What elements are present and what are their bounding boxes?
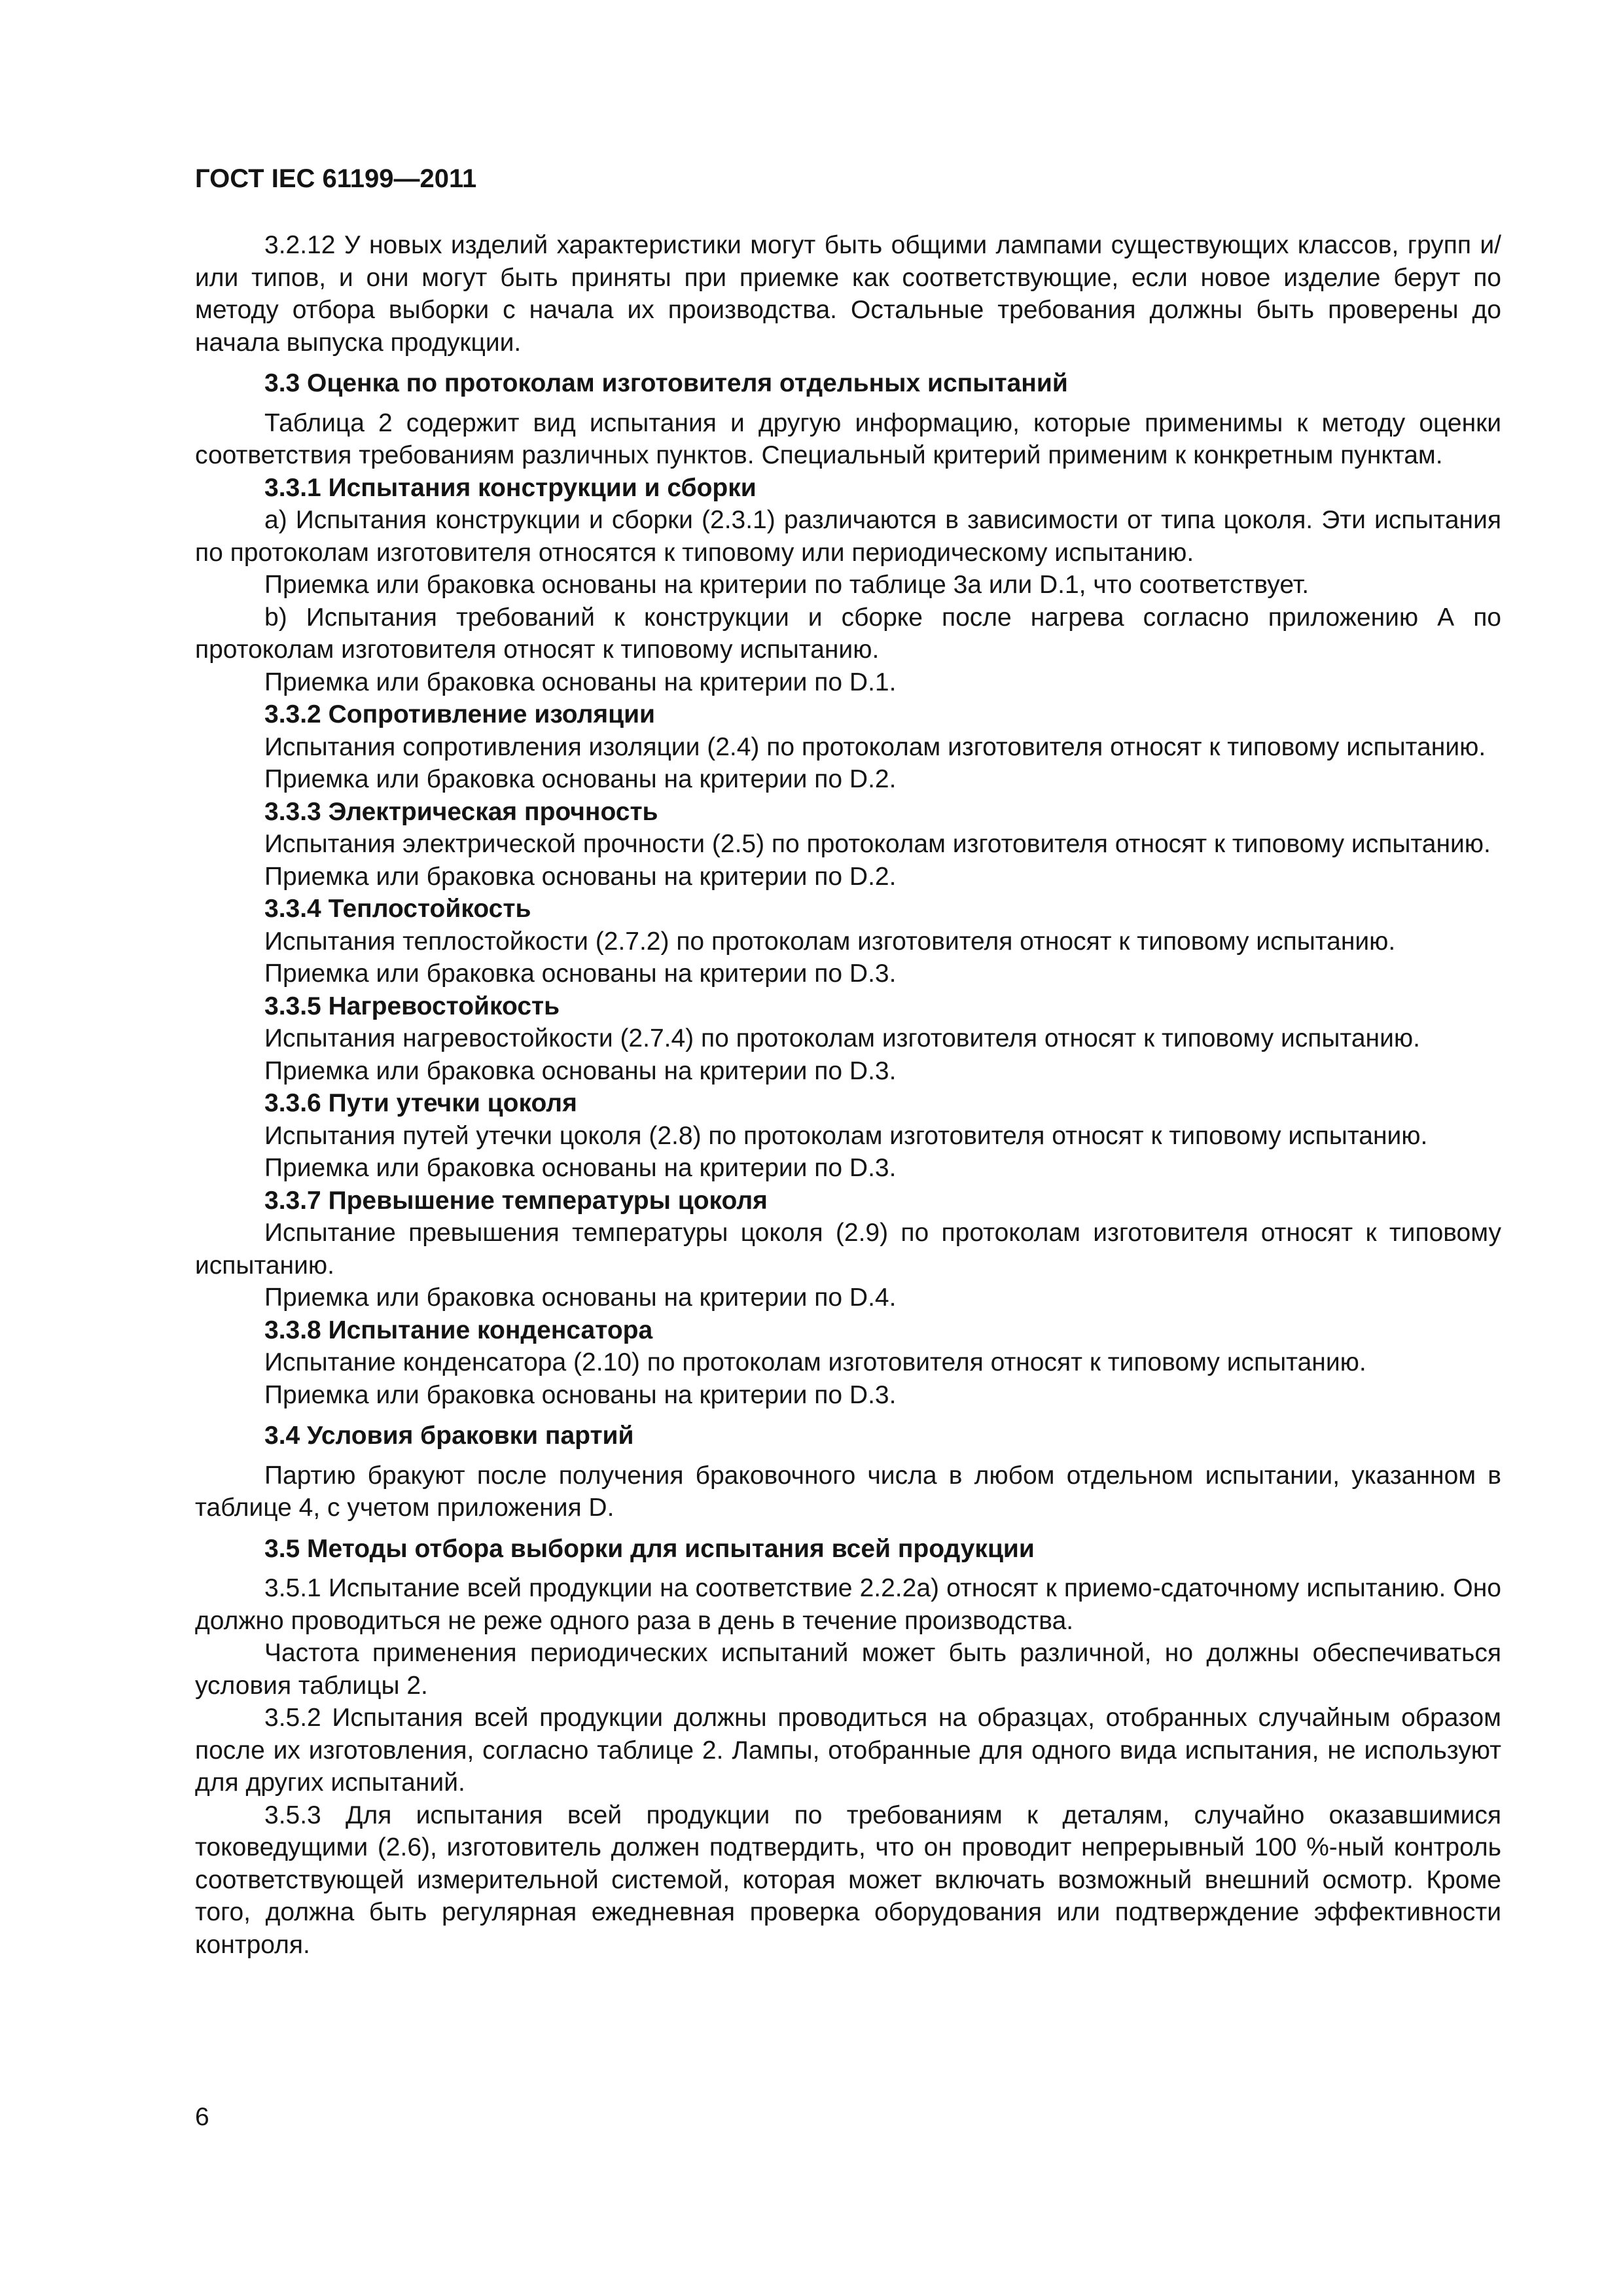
- section-heading: 3.3.3 Электрическая прочность: [264, 797, 658, 826]
- paragraph: Приемка или браковка основаны на критерии по D.3.: [264, 1154, 897, 1182]
- paragraph: Партию бракуют после получения браковочного числа в любом отдельном испытании, указанном в таблице 4, с учетом приложения D.: [195, 1461, 1501, 1522]
- document-header: ГОСТ IEC 61199—2011: [195, 164, 477, 193]
- section-heading: 3.3.6 Пути утечки цоколя: [264, 1089, 577, 1117]
- paragraph: Приемка или браковка основаны на критерии по D.3.: [264, 1380, 897, 1409]
- paragraph: b) Испытания требований к конструкции и сборке после нагрева согласно приложению А по протоколам изготовителя относят к типовому испытанию.: [195, 603, 1501, 664]
- paragraph: Приемка или браковка основаны на критерии по D.3.: [264, 960, 897, 988]
- paragraph: Испытания теплостойкости (2.7.2) по протоколам изготовителя относят к типовому испытанию.: [264, 927, 1396, 956]
- paragraph: Частота применения периодических испытаний может быть различной, но должны обеспечиваться условия таблицы 2.: [195, 1639, 1501, 1700]
- paragraph: Испытания электрической прочности (2.5) по протоколам изготовителя относят к типовому испытанию.: [264, 830, 1491, 858]
- section-heading: 3.3.8 Испытание конденсатора: [264, 1316, 653, 1344]
- paragraph: Приемка или браковка основаны на критерии по D.4.: [264, 1283, 897, 1312]
- section-heading: 3.3.4 Теплостойкость: [264, 895, 531, 923]
- paragraph: Испытания сопротивления изоляции (2.4) по протоколам изготовителя относят к типовому испытанию.: [264, 732, 1486, 761]
- paragraph: Приемка или браковка основаны на критерии по D.2.: [264, 862, 897, 891]
- paragraph: Приемка или браковка основаны на критерии по таблице 3а или D.1, что соответствует.: [264, 571, 1310, 599]
- paragraph: Испытания путей утечки цоколя (2.8) по протоколам изготовителя относят к типовому испытанию.: [264, 1121, 1428, 1150]
- paragraph: 3.5.2 Испытания всей продукции должны проводиться на образцах, отобранных случайным образом после их изготовления, согласно таблице 2. Лампы, отобранные для одного вида испытания, не используют для других испытаний.: [195, 1704, 1501, 1797]
- document-body: [195, 229, 1501, 1961]
- paragraph: Испытание конденсатора (2.10) по протоколам изготовителя относят к типовому испытанию.: [264, 1348, 1366, 1376]
- paragraph: 3.2.12 У новых изделий характеристики могут быть общими лампами существующих классов, групп и/или типов, и они могут быть приняты при приемке как соответствующие, если новое изделие берут по методу отбора выборки с начала их производства. Остальные требования должны быть проверены до начала выпуска продукции.: [195, 231, 1501, 357]
- section-heading: 3.3.2 Сопротивление изоляции: [264, 700, 656, 728]
- paragraph: 3.5.1 Испытание всей продукции на соответствие 2.2.2а) относят к приемо-сдаточному испытанию. Оно должно проводиться не реже одного раза в день в течение производства.: [195, 1574, 1501, 1635]
- paragraph: 3.5.3 Для испытания всей продукции по требованиям к деталям, случайно оказавшимися токоведущими (2.6), изготовитель должен подтвердить, что он проводит непрерывный 100 %-ный контроль соответствующей измерительной системой, которая может включать возможный внешний осмотр. Кроме того, должна быть регулярная ежедневная проверка оборудования или подтверждение эффективности контроля.: [195, 1801, 1501, 1959]
- section-heading: 3.3.7 Превышение температуры цоколя: [264, 1186, 768, 1215]
- paragraph: a) Испытания конструкции и сборки (2.3.1) различаются в зависимости от типа цоколя. Эти испытания по протоколам изготовителя относятся к типовому или периодическому испытанию.: [195, 506, 1501, 567]
- page-number: 6: [195, 2103, 209, 2131]
- section-heading: 3.3.5 Нагревостойкость: [264, 992, 560, 1020]
- paragraph: Таблица 2 содержит вид испытания и другую информацию, которые применимы к методу оценки соответствия требованиям различных пунктов. Специальный критерий применим к конкретным пунктам.: [195, 408, 1501, 469]
- section-heading: 3.3.1 Испытания конструкции и сборки: [264, 473, 757, 502]
- section-heading: 3.4 Условия браковки партий: [264, 1422, 634, 1450]
- paragraph: Приемка или браковка основаны на критерии по D.1.: [264, 668, 897, 696]
- paragraph: Приемка или браковка основаны на критерии по D.3.: [264, 1056, 897, 1085]
- section-heading: 3.5 Методы отбора выборки для испытания всей продукции: [264, 1534, 1035, 1563]
- paragraph: Испытание превышения температуры цоколя (2.9) по протоколам изготовителя относят к типовому испытанию.: [195, 1219, 1501, 1280]
- section-heading: 3.3 Оценка по протоколам изготовителя отдельных испытаний: [264, 369, 1068, 397]
- paragraph: Приемка или браковка основаны на критерии по D.2.: [264, 765, 897, 793]
- paragraph: Испытания нагревостойкости (2.7.4) по протоколам изготовителя относят к типовому испытанию.: [264, 1024, 1420, 1052]
